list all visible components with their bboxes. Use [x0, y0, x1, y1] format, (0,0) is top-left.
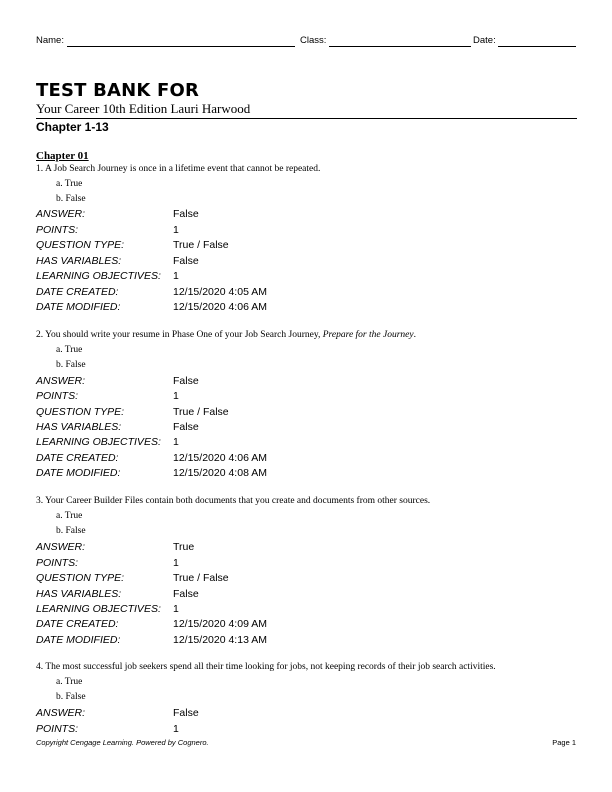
answer-value: False: [173, 375, 199, 387]
learning-objectives-label: LEARNING OBJECTIVES:: [36, 603, 161, 615]
answer-value: True: [173, 541, 195, 553]
title-divider: [36, 118, 577, 119]
points-label: POINTS:: [36, 390, 79, 402]
points-label: POINTS:: [36, 723, 79, 735]
learning-objectives-value: 1: [173, 603, 179, 615]
option-b: b. False: [56, 692, 86, 702]
points-value: 1: [173, 723, 179, 735]
question-type-value: True / False: [173, 406, 229, 418]
has-variables-label: HAS VARIABLES:: [36, 421, 122, 433]
question-text: 4. The most successful job seekers spend all their time looking for jobs, not keeping records of their job search activities.: [36, 662, 496, 672]
date-created-label: DATE CREATED:: [36, 286, 119, 298]
answer-value: False: [173, 208, 199, 220]
has-variables-value: False: [173, 421, 199, 433]
header-fields: [36, 35, 576, 51]
question-text: 3. Your Career Builder Files contain both documents that you create and documents from other sources.: [36, 496, 431, 506]
learning-objectives-value: 1: [173, 270, 179, 282]
question-text-emphasis: Prepare for the Journey: [322, 330, 414, 340]
question-type-label: QUESTION TYPE:: [36, 239, 125, 251]
class-blank-line: [329, 46, 471, 47]
date-modified-value: 12/15/2020 4:06 AM: [173, 301, 267, 313]
date-modified-value: 12/15/2020 4:13 AM: [173, 634, 267, 646]
has-variables-value: False: [173, 255, 199, 267]
date-modified-label: DATE MODIFIED:: [36, 634, 121, 646]
has-variables-label: HAS VARIABLES:: [36, 588, 122, 600]
name-label: Name:: [36, 35, 64, 46]
question-text-end: .: [413, 330, 416, 340]
has-variables-label: HAS VARIABLES:: [36, 255, 122, 267]
has-variables-value: False: [173, 588, 199, 600]
answer-label: ANSWER:: [36, 541, 86, 553]
date-created-label: DATE CREATED:: [36, 452, 119, 464]
answer-label: ANSWER:: [36, 707, 86, 719]
points-value: 1: [173, 224, 179, 236]
question-type-value: True / False: [173, 572, 229, 584]
option-b: b. False: [56, 194, 86, 204]
points-label: POINTS:: [36, 224, 79, 236]
points-value: 1: [173, 390, 179, 402]
name-blank-line: [67, 46, 295, 47]
question-text: 1. A Job Search Journey is once in a lifetime event that cannot be repeated.: [36, 164, 321, 174]
option-a: a. True: [56, 179, 83, 189]
date-created-value: 12/15/2020 4:06 AM: [173, 452, 267, 464]
page-number: Page 1: [552, 738, 576, 747]
option-a: a. True: [56, 677, 83, 687]
question-text-main: 2. You should write your resume in Phase One of your Job Search Journey,: [36, 330, 323, 340]
date-blank-line: [498, 46, 576, 47]
date-label: Date:: [473, 35, 496, 46]
points-value: 1: [173, 557, 179, 569]
page-title: TEST BANK FOR: [36, 80, 200, 101]
date-modified-value: 12/15/2020 4:08 AM: [173, 467, 267, 479]
class-label: Class:: [300, 35, 327, 46]
option-a: a. True: [56, 511, 83, 521]
date-modified-label: DATE MODIFIED:: [36, 467, 121, 479]
points-label: POINTS:: [36, 557, 79, 569]
question-type-label: QUESTION TYPE:: [36, 572, 125, 584]
question-type-value: True / False: [173, 239, 229, 251]
option-a: a. True: [56, 345, 83, 355]
option-b: b. False: [56, 360, 86, 370]
answer-value: False: [173, 707, 199, 719]
answer-label: ANSWER:: [36, 208, 86, 220]
book-subtitle: Your Career 10th Edition Lauri Harwood: [36, 101, 251, 116]
chapter-heading: Chapter 01: [36, 150, 89, 162]
learning-objectives-label: LEARNING OBJECTIVES:: [36, 436, 161, 448]
date-created-value: 12/15/2020 4:05 AM: [173, 286, 267, 298]
learning-objectives-label: LEARNING OBJECTIVES:: [36, 270, 161, 282]
date-created-label: DATE CREATED:: [36, 618, 119, 630]
chapters-range: Chapter 1-13: [36, 120, 109, 134]
question-type-label: QUESTION TYPE:: [36, 406, 125, 418]
date-created-value: 12/15/2020 4:09 AM: [173, 618, 267, 630]
question-text: [36, 330, 416, 340]
footer-copyright: Copyright Cengage Learning. Powered by Cognero.: [36, 738, 209, 747]
date-modified-label: DATE MODIFIED:: [36, 301, 121, 313]
option-b: b. False: [56, 526, 86, 536]
answer-label: ANSWER:: [36, 375, 86, 387]
learning-objectives-value: 1: [173, 436, 179, 448]
